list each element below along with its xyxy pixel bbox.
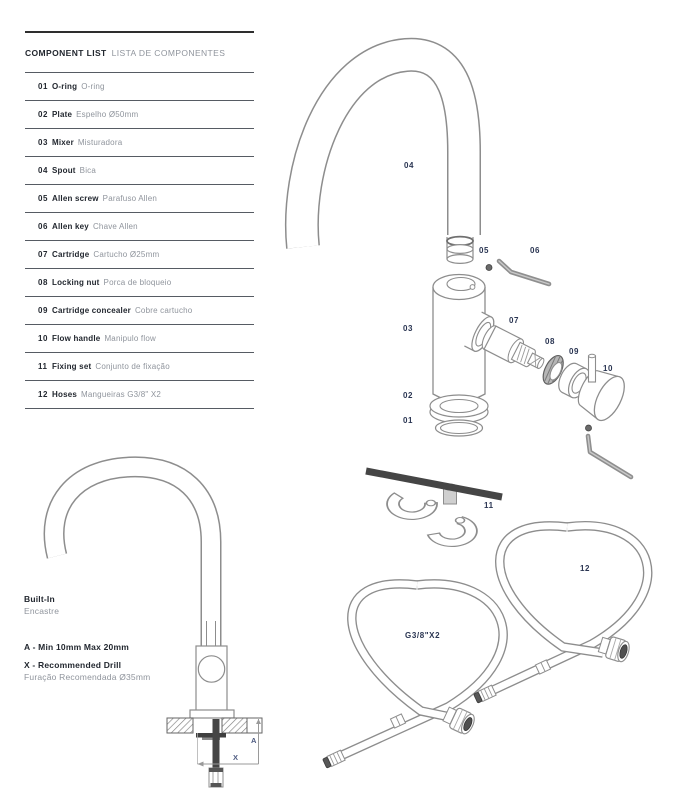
- part-name-pt: Misturadora: [77, 138, 123, 147]
- part-name-en: Locking nut: [52, 278, 100, 287]
- part-label-03: 03: [403, 324, 414, 333]
- component-row: [25, 353, 254, 381]
- part-name-pt: Conjunto de fixação: [95, 362, 170, 371]
- part-name-en: Flow handle: [52, 334, 101, 343]
- part-label-06: 06: [530, 246, 541, 255]
- dimension-x: [198, 762, 259, 767]
- part-name-pt: Parafuso Allen: [102, 194, 158, 203]
- part-number: 06: [38, 222, 48, 231]
- fixing-set-11: [366, 471, 502, 553]
- part-number: 04: [38, 166, 48, 175]
- part-number: 12: [38, 390, 48, 399]
- dimension-a-label: A: [251, 736, 257, 745]
- threaded-shank: [213, 719, 220, 769]
- built-in-handle-knob: [198, 656, 224, 682]
- part-name-pt: Espelho Ø50mm: [76, 110, 139, 119]
- component-list-header: [25, 33, 254, 73]
- threaded-rod: [366, 471, 502, 497]
- part-number: 07: [38, 250, 48, 259]
- locking-washer: [196, 733, 226, 738]
- part-label-07: 07: [509, 316, 520, 325]
- component-row: [25, 325, 254, 353]
- part-name-pt: Cobre cartucho: [134, 306, 193, 315]
- component-row: [25, 241, 254, 269]
- part-number: 03: [38, 138, 48, 147]
- shank-connector: [209, 768, 223, 787]
- part-number: 10: [38, 334, 48, 343]
- cartridge-07: [479, 324, 548, 377]
- part-name-pt: Manipulo flow: [104, 334, 156, 343]
- part-label-04: 04: [404, 161, 415, 170]
- part-number: 08: [38, 278, 48, 287]
- part-name-pt: Cartucho Ø25mm: [93, 250, 160, 259]
- part-name-en: Allen screw: [52, 194, 99, 203]
- part-label-11: 11: [484, 501, 494, 510]
- component-row: [25, 381, 254, 409]
- part-label-09: 09: [569, 347, 580, 356]
- dimension-x-note: X - Recommended Drill: [24, 660, 122, 670]
- component-row: [25, 297, 254, 325]
- component-row: [25, 185, 254, 213]
- part-label-05: 05: [479, 246, 490, 255]
- allen-screw-05: [486, 265, 492, 271]
- part-name-pt: Porca de bloqueio: [103, 278, 172, 287]
- part-label-08: 08: [545, 337, 556, 346]
- component-row: [25, 213, 254, 241]
- part-name-en: Cartridge concealer: [52, 306, 131, 315]
- component-row: [25, 157, 254, 185]
- component-row: [25, 269, 254, 297]
- handle-pin: [589, 354, 596, 382]
- spout-tenon-drawing: [447, 237, 473, 264]
- part-label-12: 12: [580, 564, 591, 573]
- hose-left-12: [322, 584, 503, 769]
- dimension-x-note-pt: Furação Recomendada Ø35mm: [24, 672, 151, 682]
- horseshoe-washer: [425, 515, 487, 553]
- built-in-title-pt: Encastre: [24, 606, 60, 616]
- handle-allen-key: [588, 436, 631, 477]
- part-label-10: 10: [603, 364, 614, 373]
- part-name-en: Spout: [52, 166, 76, 175]
- handle-screw: [586, 425, 592, 431]
- part-name-pt: Mangueiras G3/8" X2: [81, 390, 162, 399]
- part-name-pt: O-ring: [81, 82, 105, 91]
- component-row: [25, 129, 254, 157]
- part-number: 09: [38, 306, 48, 315]
- part-name-en: Allen key: [52, 222, 89, 231]
- part-name-en: Mixer: [52, 138, 74, 147]
- spout-04-drawing: [302, 55, 464, 247]
- dimension-x-label: X: [233, 753, 239, 762]
- countertop-section: [167, 718, 262, 787]
- hose-nut: [597, 634, 631, 664]
- part-name-en: Hoses: [52, 390, 78, 399]
- component-row: [25, 101, 254, 129]
- horseshoe-washer: [380, 491, 440, 523]
- part-number: 01: [38, 82, 48, 91]
- hose-end-connector: [322, 750, 345, 768]
- component-row: [25, 73, 254, 101]
- component-list-title-en: COMPONENT LIST: [25, 47, 107, 58]
- component-list: [25, 31, 254, 409]
- built-in-title-en: Built-In: [24, 594, 55, 604]
- part-name-en: O-ring: [52, 82, 78, 91]
- part-number: 05: [38, 194, 48, 203]
- part-name-pt: Bica: [79, 166, 97, 175]
- part-number: 11: [38, 362, 48, 371]
- o-ring-01: [436, 420, 483, 436]
- allen-key-06: [499, 261, 549, 284]
- part-label-01: 01: [403, 416, 414, 425]
- built-in-notes: [24, 594, 194, 682]
- part-name-en: Cartridge: [52, 250, 90, 259]
- part-number: 02: [38, 110, 48, 119]
- part-name-en: Plate: [52, 110, 73, 119]
- part-name-pt: Chave Allen: [92, 222, 138, 231]
- hose-size-label: G3/8"X2: [405, 631, 441, 640]
- component-list-title-pt: LISTA DE COMPONENTES: [111, 47, 226, 58]
- part-name-en: Fixing set: [52, 362, 92, 371]
- plate-02: [430, 395, 488, 423]
- part-label-02: 02: [403, 391, 414, 400]
- dimension-a-note: A - Min 10mm Max 20mm: [24, 642, 129, 652]
